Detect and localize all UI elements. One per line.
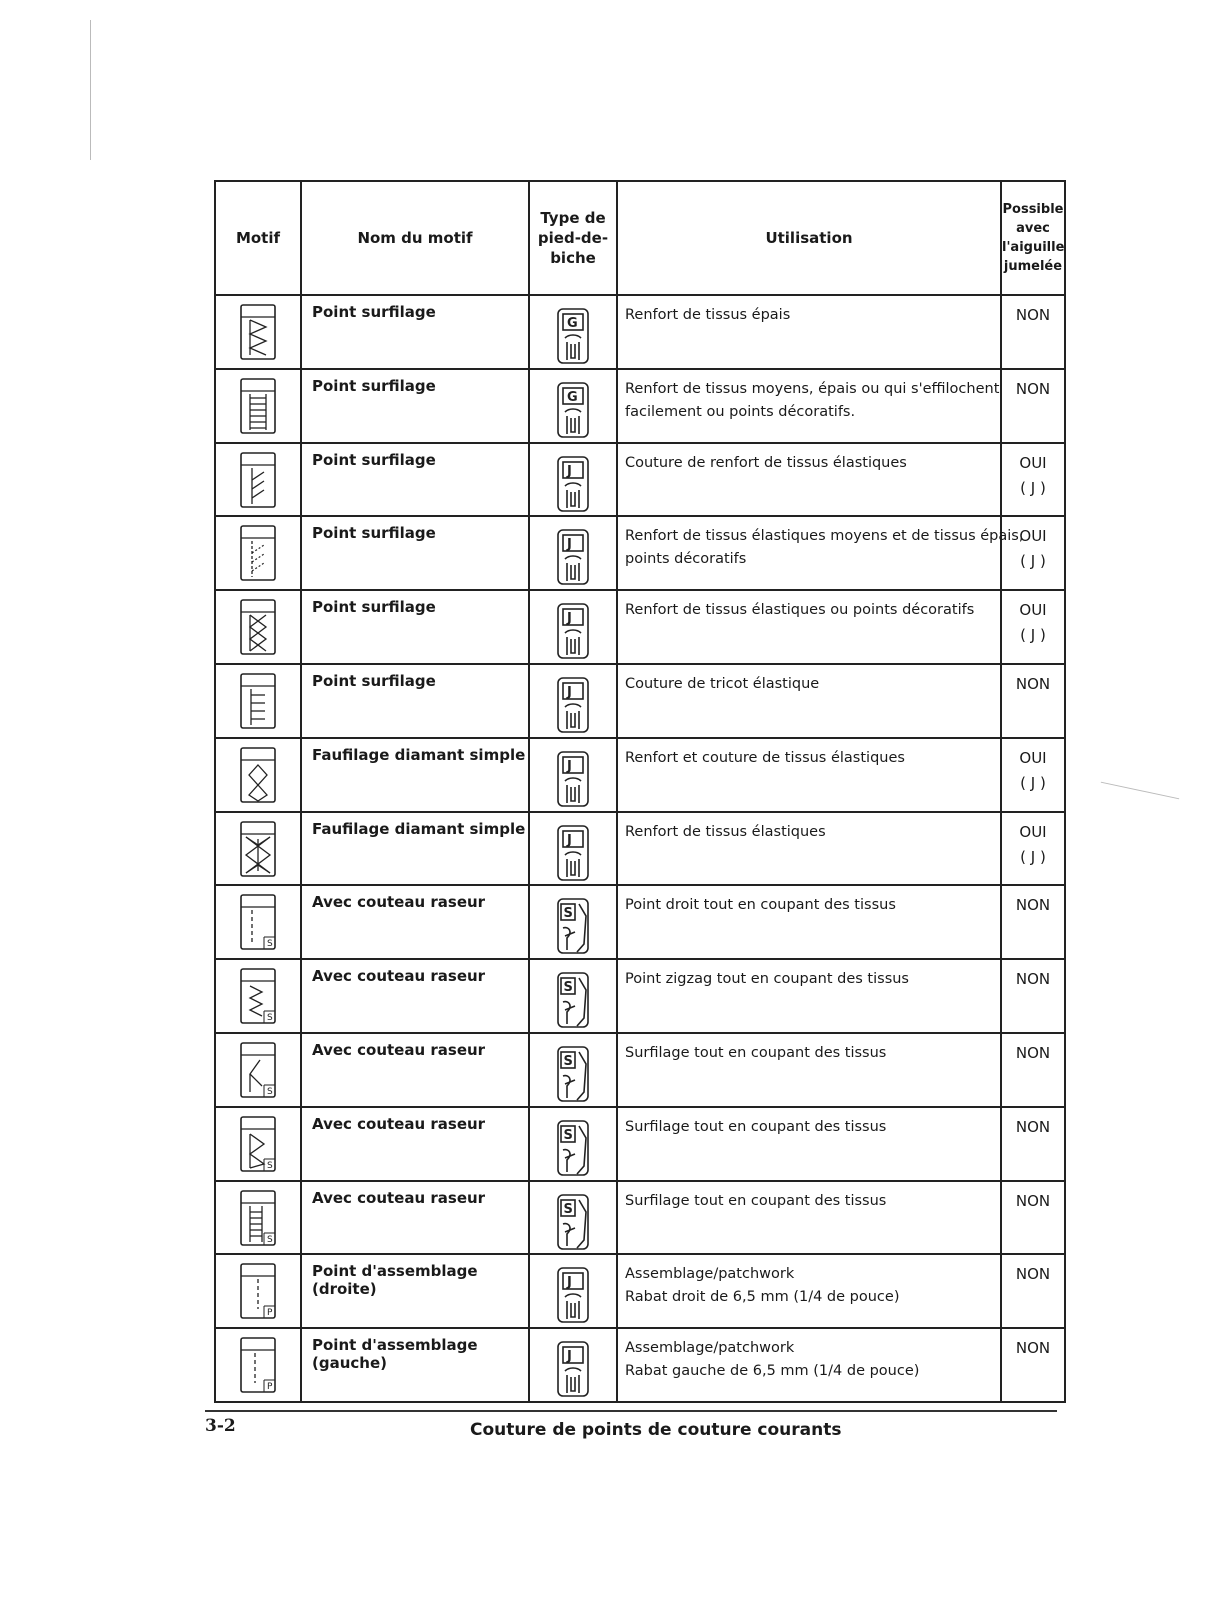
triangle-cut-stitch-icon bbox=[238, 1114, 278, 1174]
header-name: Nom du motif bbox=[301, 181, 529, 295]
usage-cell bbox=[617, 1107, 1001, 1181]
usage-cell bbox=[617, 1033, 1001, 1107]
usage-cell bbox=[617, 443, 1001, 517]
usage-line: Rabat droit de 6,5 mm (1/4 de pouce) bbox=[625, 1289, 900, 1306]
header-foot-line: biche bbox=[550, 249, 596, 267]
motif-cell bbox=[215, 295, 301, 369]
usage-cell bbox=[617, 590, 1001, 664]
presser-foot-cell bbox=[529, 1254, 617, 1328]
footer-rule bbox=[205, 1410, 1057, 1412]
svg-text:S: S bbox=[267, 1013, 273, 1024]
usage-cell bbox=[617, 664, 1001, 738]
twin-needle-value: NON bbox=[1015, 1043, 1051, 1062]
presser-foot-j-icon bbox=[555, 823, 591, 883]
header-twin-line: jumelée bbox=[1003, 259, 1063, 274]
header-foot-line: Type de bbox=[540, 209, 606, 227]
table-row bbox=[215, 885, 1065, 959]
presser-foot-cell bbox=[529, 664, 617, 738]
ladder-cut-stitch-icon bbox=[238, 1188, 278, 1248]
twin-needle-value: ( J ) bbox=[1020, 626, 1046, 645]
double-diamond-stitch-icon bbox=[238, 819, 278, 879]
cross-stitch-icon bbox=[238, 597, 278, 657]
twin-needle-value: OUI bbox=[1019, 527, 1047, 546]
presser-foot-g-icon bbox=[555, 380, 591, 440]
chapter-title: Couture de points de couture courants bbox=[470, 1420, 842, 1440]
presser-foot-cell bbox=[529, 1328, 617, 1402]
twin-needle-cell bbox=[1001, 443, 1065, 517]
twin-needle-value: NON bbox=[1015, 379, 1051, 398]
zigzag-cut-stitch-icon bbox=[238, 966, 278, 1026]
svg-text:S: S bbox=[563, 1127, 573, 1143]
table-row bbox=[215, 516, 1065, 590]
twin-needle-value: NON bbox=[1015, 1117, 1051, 1136]
table-row bbox=[215, 590, 1065, 664]
pattern-name: Avec couteau raseur bbox=[301, 959, 529, 1033]
side-cutter-foot-s-icon bbox=[555, 1044, 591, 1104]
slant-stitch-icon bbox=[238, 450, 278, 510]
twin-needle-value: ( J ) bbox=[1020, 478, 1046, 497]
header-twin-needle bbox=[1001, 181, 1065, 295]
presser-foot-j-icon bbox=[555, 601, 591, 661]
usage-line: Surfilage tout en coupant des tissus bbox=[625, 1192, 887, 1209]
motif-cell bbox=[215, 959, 301, 1033]
usage-cell bbox=[617, 1328, 1001, 1402]
svg-text:J: J bbox=[567, 611, 572, 627]
twin-needle-value: ( J ) bbox=[1020, 773, 1046, 792]
header-motif: Motif bbox=[215, 181, 301, 295]
zigzag-stitch-icon bbox=[238, 302, 278, 362]
motif-cell bbox=[215, 590, 301, 664]
svg-text:J: J bbox=[567, 537, 572, 553]
pattern-name: Avec couteau raseur bbox=[301, 885, 529, 959]
usage-line: Renfort de tissus élastiques bbox=[625, 823, 826, 840]
usage-line: facilement ou points décoratifs. bbox=[625, 403, 856, 420]
usage-cell bbox=[617, 295, 1001, 369]
twin-needle-cell bbox=[1001, 1181, 1065, 1255]
presser-foot-cell bbox=[529, 369, 617, 443]
usage-cell bbox=[617, 959, 1001, 1033]
usage-line: Surfilage tout en coupant des tissus bbox=[625, 1044, 887, 1061]
usage-line: Assemblage/patchwork bbox=[625, 1266, 795, 1283]
piecing-left-stitch-icon bbox=[238, 1335, 278, 1395]
presser-foot-cell bbox=[529, 738, 617, 812]
presser-foot-cell bbox=[529, 1033, 617, 1107]
twin-needle-value: OUI bbox=[1019, 822, 1047, 841]
twin-needle-value: NON bbox=[1015, 970, 1051, 989]
twin-needle-cell bbox=[1001, 885, 1065, 959]
table-row bbox=[215, 1107, 1065, 1181]
twin-needle-cell bbox=[1001, 1033, 1065, 1107]
twin-needle-value: ( J ) bbox=[1020, 847, 1046, 866]
table-row bbox=[215, 959, 1065, 1033]
pattern-name: Faufilage diamant simple bbox=[301, 738, 529, 812]
pattern-name: Point surfilage bbox=[301, 516, 529, 590]
twin-needle-cell bbox=[1001, 1254, 1065, 1328]
dotted-slant-stitch-icon bbox=[238, 523, 278, 583]
twin-needle-value: OUI bbox=[1019, 453, 1047, 472]
twin-needle-value: ( J ) bbox=[1020, 552, 1046, 571]
motif-cell bbox=[215, 1107, 301, 1181]
header-foot bbox=[529, 181, 617, 295]
presser-foot-g-icon bbox=[555, 306, 591, 366]
pattern-name: Point surfilage bbox=[301, 295, 529, 369]
usage-line: Assemblage/patchwork bbox=[625, 1340, 795, 1357]
side-cutter-foot-s-icon bbox=[555, 1118, 591, 1178]
svg-text:J: J bbox=[567, 463, 572, 479]
side-cutter-foot-s-icon bbox=[555, 1192, 591, 1252]
pattern-name: Avec couteau raseur bbox=[301, 1181, 529, 1255]
usage-line: Couture de renfort de tissus élastiques bbox=[625, 454, 907, 471]
motif-cell bbox=[215, 664, 301, 738]
twin-needle-value: OUI bbox=[1019, 748, 1047, 767]
table-row bbox=[215, 1328, 1065, 1402]
presser-foot-j-icon bbox=[555, 1339, 591, 1399]
twin-needle-cell bbox=[1001, 590, 1065, 664]
table-row bbox=[215, 443, 1065, 517]
twin-needle-cell bbox=[1001, 959, 1065, 1033]
header-use: Utilisation bbox=[617, 181, 1001, 295]
twin-needle-value: NON bbox=[1015, 896, 1051, 915]
pattern-name: Point surfilage bbox=[301, 369, 529, 443]
usage-line: Renfort et couture de tissus élastiques bbox=[625, 749, 905, 766]
scan-margin-mark bbox=[1101, 782, 1179, 800]
motif-cell bbox=[215, 443, 301, 517]
presser-foot-cell bbox=[529, 885, 617, 959]
table-row bbox=[215, 1181, 1065, 1255]
svg-text:J: J bbox=[567, 758, 572, 774]
usage-cell bbox=[617, 885, 1001, 959]
motif-cell bbox=[215, 1033, 301, 1107]
motif-cell bbox=[215, 885, 301, 959]
diamond-stitch-icon bbox=[238, 745, 278, 805]
presser-foot-cell bbox=[529, 516, 617, 590]
usage-line: Couture de tricot élastique bbox=[625, 675, 820, 692]
svg-text:G: G bbox=[567, 389, 578, 405]
overlock-cut-stitch-icon bbox=[238, 1040, 278, 1100]
header-foot-line: pied-de- bbox=[537, 229, 609, 247]
presser-foot-cell bbox=[529, 1181, 617, 1255]
straight-cut-stitch-icon bbox=[238, 892, 278, 952]
side-cutter-foot-s-icon bbox=[555, 970, 591, 1030]
pattern-name: Point surfilage bbox=[301, 664, 529, 738]
svg-text:S: S bbox=[267, 939, 273, 950]
presser-foot-cell bbox=[529, 959, 617, 1033]
usage-line: Renfort de tissus épais bbox=[625, 307, 791, 323]
table-row bbox=[215, 1254, 1065, 1328]
usage-cell bbox=[617, 1181, 1001, 1255]
stitch-table bbox=[214, 180, 1066, 1403]
usage-line: Renfort de tissus moyens, épais ou qui s'effilochent bbox=[625, 380, 1000, 397]
usage-line: Point zigzag tout en coupant des tissus bbox=[625, 971, 909, 988]
header-twin-line: avec bbox=[1016, 221, 1050, 236]
svg-text:J: J bbox=[567, 1349, 572, 1365]
motif-cell bbox=[215, 1181, 301, 1255]
motif-cell bbox=[215, 369, 301, 443]
usage-line: Rabat gauche de 6,5 mm (1/4 de pouce) bbox=[625, 1363, 920, 1380]
twin-needle-value: NON bbox=[1015, 1339, 1051, 1358]
svg-text:S: S bbox=[563, 980, 573, 996]
presser-foot-cell bbox=[529, 590, 617, 664]
presser-foot-cell bbox=[529, 295, 617, 369]
twin-needle-cell bbox=[1001, 1328, 1065, 1402]
ladder-stitch-icon bbox=[238, 376, 278, 436]
usage-line: Point droit tout en coupant des tissus bbox=[625, 897, 896, 914]
svg-text:J: J bbox=[567, 1275, 572, 1291]
pattern-name: Avec couteau raseur bbox=[301, 1033, 529, 1107]
twin-needle-cell bbox=[1001, 1107, 1065, 1181]
svg-text:S: S bbox=[267, 1234, 273, 1245]
motif-cell bbox=[215, 1328, 301, 1402]
motif-cell bbox=[215, 1254, 301, 1328]
scan-margin-line bbox=[90, 20, 91, 160]
pattern-name: Point d'assemblage (gauche) bbox=[301, 1328, 529, 1402]
usage-cell bbox=[617, 1254, 1001, 1328]
usage-cell bbox=[617, 738, 1001, 812]
presser-foot-cell bbox=[529, 1107, 617, 1181]
table-row bbox=[215, 738, 1065, 812]
presser-foot-cell bbox=[529, 812, 617, 886]
twin-needle-value: OUI bbox=[1019, 601, 1047, 620]
presser-foot-j-icon bbox=[555, 749, 591, 809]
header-twin-line: l'aiguille bbox=[1002, 240, 1065, 255]
twin-needle-value: NON bbox=[1015, 1265, 1051, 1284]
table-row bbox=[215, 295, 1065, 369]
header-twin-line: Possible bbox=[1002, 202, 1064, 217]
twin-needle-cell bbox=[1001, 738, 1065, 812]
table-row bbox=[215, 1033, 1065, 1107]
pattern-name: Point surfilage bbox=[301, 590, 529, 664]
usage-line: Renfort de tissus élastiques ou points décoratifs bbox=[625, 602, 975, 619]
presser-foot-j-icon bbox=[555, 527, 591, 587]
usage-line: Renfort de tissus élastiques moyens et de tissus épais, bbox=[625, 528, 1024, 545]
presser-foot-j-icon bbox=[555, 1265, 591, 1325]
twin-needle-cell bbox=[1001, 664, 1065, 738]
twin-needle-cell bbox=[1001, 369, 1065, 443]
page-number: 3-2 bbox=[205, 1416, 236, 1436]
table-header-row bbox=[215, 181, 1065, 295]
pattern-name: Point d'assemblage (droite) bbox=[301, 1254, 529, 1328]
knit-stitch-icon bbox=[238, 671, 278, 731]
twin-needle-value: NON bbox=[1015, 674, 1051, 693]
svg-text:S: S bbox=[267, 1086, 273, 1097]
usage-cell bbox=[617, 812, 1001, 886]
usage-cell bbox=[617, 369, 1001, 443]
svg-text:S: S bbox=[267, 1160, 273, 1171]
pattern-name: Point surfilage bbox=[301, 443, 529, 517]
twin-needle-value: NON bbox=[1015, 1191, 1051, 1210]
usage-line: points décoratifs bbox=[625, 551, 747, 568]
svg-text:G: G bbox=[567, 316, 578, 331]
motif-cell bbox=[215, 812, 301, 886]
presser-foot-j-icon bbox=[555, 675, 591, 735]
motif-cell bbox=[215, 738, 301, 812]
usage-line: Surfilage tout en coupant des tissus bbox=[625, 1118, 887, 1135]
svg-text:S: S bbox=[563, 1201, 573, 1217]
motif-cell bbox=[215, 516, 301, 590]
presser-foot-j-icon bbox=[555, 454, 591, 514]
svg-text:S: S bbox=[563, 906, 573, 922]
svg-text:P: P bbox=[267, 1382, 273, 1393]
piecing-right-stitch-icon bbox=[238, 1261, 278, 1321]
table-row bbox=[215, 664, 1065, 738]
side-cutter-foot-s-icon bbox=[555, 896, 591, 956]
twin-needle-value: NON bbox=[1015, 306, 1051, 324]
pattern-name: Faufilage diamant simple bbox=[301, 812, 529, 886]
twin-needle-cell bbox=[1001, 812, 1065, 886]
svg-text:J: J bbox=[567, 684, 572, 700]
twin-needle-cell bbox=[1001, 295, 1065, 369]
pattern-name: Avec couteau raseur bbox=[301, 1107, 529, 1181]
svg-text:J: J bbox=[567, 832, 572, 848]
presser-foot-cell bbox=[529, 443, 617, 517]
table-row bbox=[215, 812, 1065, 886]
table-row bbox=[215, 369, 1065, 443]
svg-text:S: S bbox=[563, 1053, 573, 1069]
usage-cell bbox=[617, 516, 1024, 590]
svg-text:P: P bbox=[267, 1308, 273, 1319]
